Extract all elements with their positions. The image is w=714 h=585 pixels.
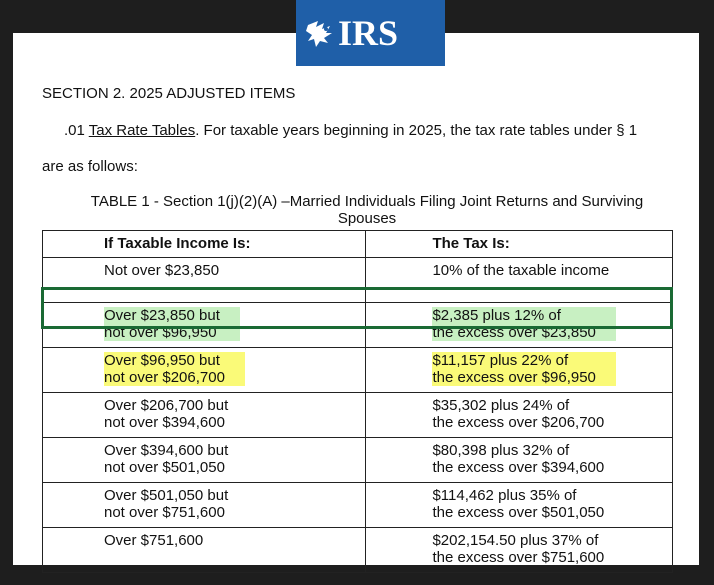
tax-cell-line: $11,157 plus 22% of: [432, 352, 569, 369]
caption-line2: Spouses: [337, 210, 397, 227]
income-cell-line: Over $501,050 but: [104, 487, 229, 504]
logo-text: IRS: [337, 13, 398, 53]
income-cell-line: Over $23,850 but: [104, 307, 220, 324]
tax-cell: [366, 393, 673, 438]
income-cell-line: Not over $23,850: [104, 262, 220, 279]
tax-header: The Tax Is:: [366, 231, 673, 258]
tax-cell-line: the excess over $501,050: [432, 504, 605, 521]
income-cell-line: Over $206,700 but: [104, 397, 229, 414]
tax-cell: [366, 483, 673, 528]
income-cell-line: not over $501,050: [104, 459, 225, 476]
tax-cell-line: the excess over $751,600: [432, 549, 605, 566]
income-cell-line: Over $96,950 but: [104, 352, 220, 369]
irs-eagle-icon: [304, 11, 438, 55]
intro-paragraph: [64, 122, 637, 139]
income-cell-line: not over $96,950: [104, 324, 217, 341]
income-cell-line: not over $394,600: [104, 414, 225, 431]
table-row: [43, 258, 673, 303]
tax-cell: [366, 528, 673, 573]
table-row: [43, 438, 673, 483]
table-header-row: [43, 231, 673, 258]
tax-cell-line: the excess over $206,700: [432, 414, 605, 431]
income-header: If Taxable Income Is:: [43, 231, 366, 258]
tax-rate-table: [42, 230, 673, 573]
tax-cell-line: $2,385 plus 12% of: [432, 307, 561, 324]
section-heading: SECTION 2. 2025 ADJUSTED ITEMS: [42, 85, 296, 102]
tax-cell-line: 10% of the taxable income: [432, 262, 610, 279]
tax-cell: [366, 258, 673, 303]
tax-cell-line: $35,302 plus 24% of: [432, 397, 570, 414]
income-cell-line: Over $394,600 but: [104, 442, 229, 459]
tax-cell-line: $114,462 plus 35% of: [432, 487, 577, 504]
income-cell: [43, 528, 366, 573]
tax-cell-line: the excess over $23,850: [432, 324, 596, 341]
income-cell-line: not over $751,600: [104, 504, 225, 521]
table-row: [43, 303, 673, 348]
tax-cell: [366, 348, 673, 393]
table-row: [43, 528, 673, 573]
tax-cell-line: the excess over $394,600: [432, 459, 605, 476]
para-rest: . For taxable years beginning in 2025, the tax rate tables under § 1: [195, 122, 638, 139]
tax-cell-line: $202,154.50 plus 37% of: [432, 532, 599, 549]
tax-rate-tables-link[interactable]: Tax Rate Tables: [88, 122, 196, 139]
tax-cell-line: the excess over $96,950: [432, 369, 596, 386]
income-cell: [43, 393, 366, 438]
intro-paragraph-line2: are as follows:: [42, 158, 138, 175]
irs-logo: [296, 0, 445, 66]
income-cell-line: Over $751,600: [104, 532, 204, 549]
caption-line1: TABLE 1 - Section 1(j)(2)(A) –Married Individuals Filing Joint Returns and Surviving: [90, 193, 644, 210]
income-cell: [43, 438, 366, 483]
table-row: [43, 483, 673, 528]
tax-cell: [366, 438, 673, 483]
para-prefix: .01: [64, 122, 89, 139]
income-cell: [43, 258, 366, 303]
tax-cell-line: $80,398 plus 32% of: [432, 442, 570, 459]
income-cell: [43, 348, 366, 393]
table-row: [43, 348, 673, 393]
table-row: [43, 393, 673, 438]
income-cell: [43, 483, 366, 528]
income-cell: [43, 303, 366, 348]
tax-cell: [366, 303, 673, 348]
income-cell-line: not over $206,700: [104, 369, 225, 386]
table-caption: [60, 193, 674, 227]
